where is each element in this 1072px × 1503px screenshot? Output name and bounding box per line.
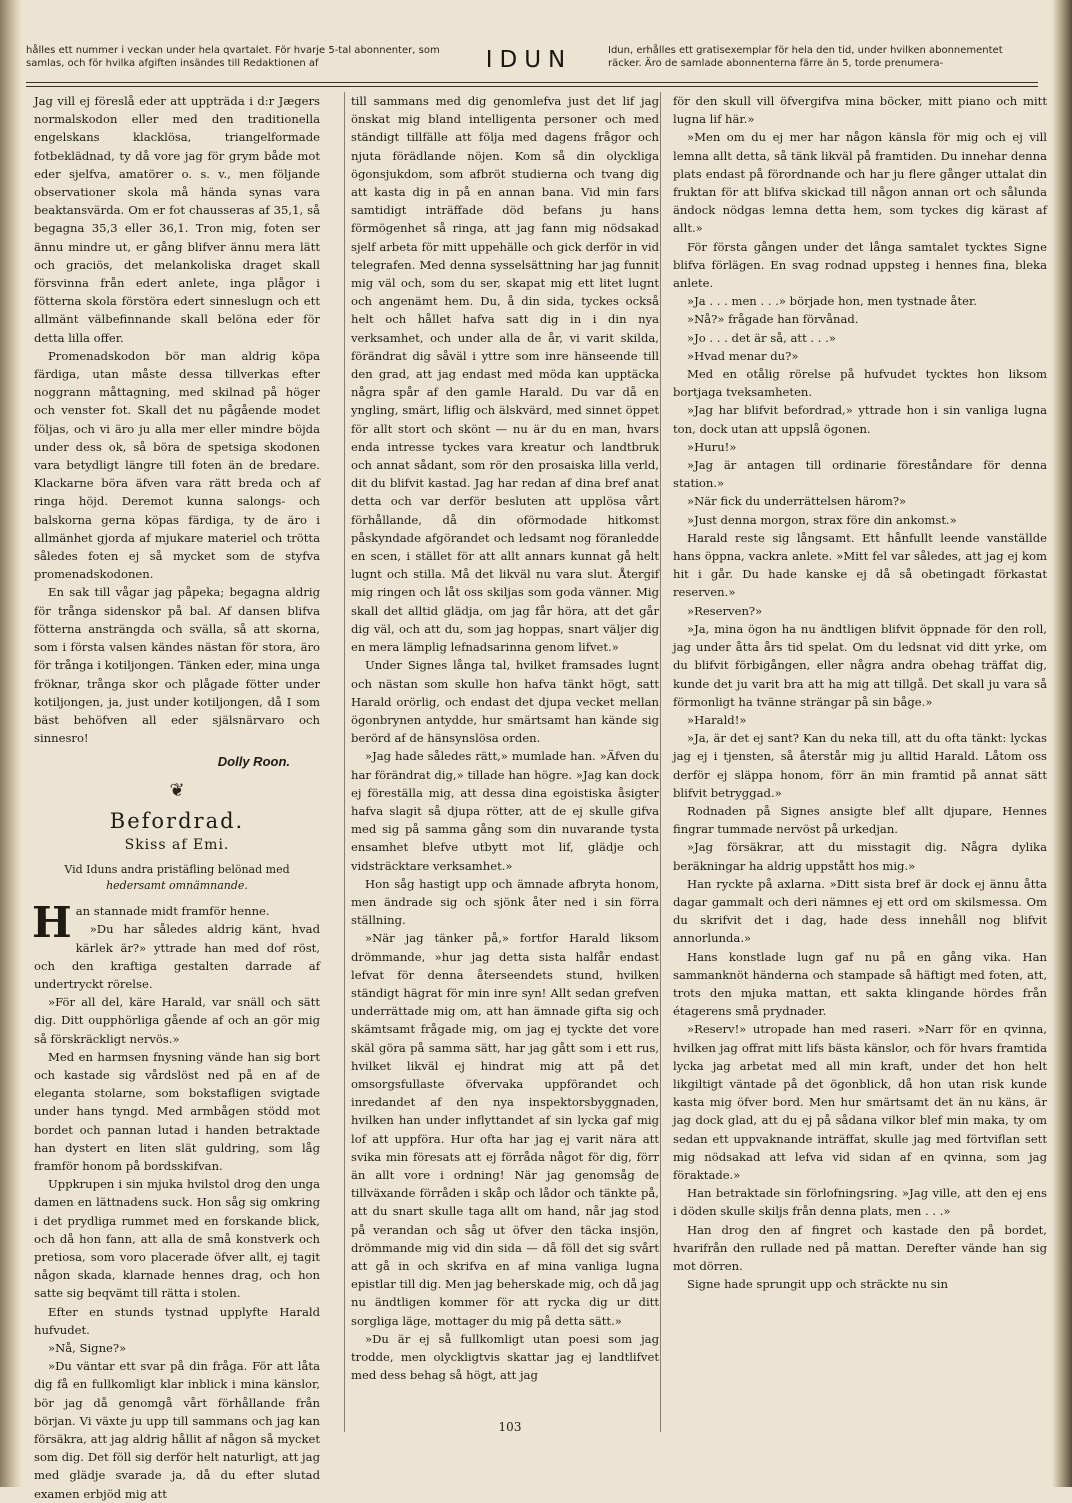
paragraph: En sak till vågar jag påpeka; begagna aldrig för trånga sidenskor på bal. Af dansen blifva fötterna ansträngda och svälla, så att skorna, som i första valsen kändes nästan för stora, äro för trånga i kotiljongen. Tänken eder, mina unga fröknar, trånga skor och plågade fötter under kotiljongen, ja, just under kotiljongen, då I som bäst behöfven all eder själsnärvaro och sinnesro! — [34, 585, 320, 746]
article-title: Befordrad. — [109, 808, 245, 833]
paragraph: till sammans med dig genomlefva just det lif jag önskat mig bland intelligenta personer och med ständigt tillfälle att följa med dagens frågor och njuta förädlande nöjen. Kom så din olyckliga ögonsjukdom, som afbröt studierna och tvang dig att kasta dig in på en annan bana. Vid min fars samtidigt inträffade död befans ju hans förmögenhet så ringa, att jag fann mig nödsakad sjelf arbeta för mitt uppehälle och gick derför in vid telegrafen. Med denna sysselsättning har jag funnit mig väl och, som du ser, skapat mig ett litet lugnt och angenämt hem. Du, å din sida, tyckes också helt och hållet hafva satt dig in i din nya verksamhet, och under alla de år, vi varit skilda, förändrat dig såväl i yttre som inre hänseende till den grad, att jag endast med möda kan upptäcka några spår af den gamle Harald. Du var då en yngling, smärt, liflig och älskvärd, med sinnet öppet för allt stort och skönt — nu är du en man, hvars enda intresse tyckes vara kreatur och landtbruk och annat sådant, som rör den prosaiska lilla verld, dit du blifvit kastad. Jag har redan af dina bref anat detta och var derför besluten att upplösa vårt förhållande, då din oförmodade hitkomst påskyndade afgörandet och ledsamt nog föranledde en scen, i stället för att allt annars kunnat gå helt lugnt och stilla. Må det likväl nu vara slut. Återgif mig ringen och låt oss skiljas som goda vänner. Mig skall det alltid glädja, om jag får höra, att det går dig väl, och att du, som jag hoppas, snart väljer dig en mera lämplig lefnadsarinna genom lifvet.» — [351, 94, 659, 655]
paragraph: »Jag har blifvit befordrad,» yttrade hon i sin vanliga lugna ton, dock utan att uppslå ögonen. — [673, 403, 1047, 436]
story-opening-text: an stannade midt framför henne. — [75, 904, 270, 919]
paragraph: »Du har således aldrig känt, hvad kärlek är?» yttrade han med dof röst, och den kraftiga gestalten darrade af undertryckt rörelse. — [34, 922, 320, 991]
book-spine-shadow — [0, 0, 22, 1487]
page-edge-shadow — [1052, 0, 1072, 1487]
paragraph: Signe hade sprungit upp och sträckte nu sin — [687, 1277, 948, 1292]
paragraph: Med en otålig rörelse på hufvudet tycktes hon liksom bortjaga tveksamheten. — [673, 367, 1047, 400]
paragraph: »Jag är antagen till ordinarie föreståndare för denna station.» — [673, 458, 1047, 491]
paragraph: »Nå, Signe?» — [48, 1341, 127, 1355]
paragraph: Med en harmsen fnysning vände han sig bort och kastade sig vårdslöst ned på en af de eleganta stolarne, som bokstafligen svigtade under hans tyngd. Med armbågen stödd mot bordet och pannan lutad i handen betraktade han dystert en liten slät guldring, som låg framför honom på bordsskifvan. — [34, 1049, 320, 1173]
paragraph: »Nå?» frågade han förvånad. — [687, 312, 859, 327]
paragraph: för den skull vill öfvergifva mina böcker, mitt piano och mitt lugna lif här.» — [673, 94, 1047, 127]
paragraph: »När fick du underrättelsen härom?» — [687, 494, 907, 509]
paragraph: »Ja, mina ögon ha nu ändtligen blifvit öppnade för den roll, jag under åtta års tid spelat. Om du ledsnat vid ditt yrke, om du blifvit förbigången, eller några andra obehag träffat dig, kunde det ju varit bra att ha mig att tillgå. Det skall ju vara så förmonligt ha tvänne strängar på sin båge.» — [673, 621, 1047, 709]
paragraph: »Men om du ej mer har någon känsla för mig och ej vill lemna allt detta, så tänk likväl på framtiden. Du innehar denna plats endast på förordnande och har ju flere gånger uttalat din fruktan för att blifva skickad till någon annan ort och sålunda ändock nödgas lemna detta hem, som tyckes dig kärast af allt.» — [673, 130, 1047, 236]
paragraph: »Harald!» — [687, 712, 747, 727]
paragraph: »Ja, är det ej sant? Kan du neka till, att du ofta tänkt: lyckas jag ej i tjensten, så återstår mig ju alltid Harald. Låtom oss derför ej släppa honom, förr än min framtid på annat sätt blifvit betryggad.» — [673, 731, 1047, 800]
paragraph: Hon såg hastigt upp och ämnade afbryta honom, men ändrade sig och sjönk åter ned i sin förra ställning. — [351, 876, 659, 928]
paragraph: »Just denna morgon, strax före din ankomst.» — [687, 512, 957, 527]
paragraph: »Du är ej så fullkomligt utan poesi som jag trodde, men olyckligtvis skattar jag ej landtlifvet med dess behag så högt, att jag — [351, 1331, 659, 1383]
paragraph: »Ja . . . men . . .» började hon, men tystnade åter. — [687, 294, 977, 309]
paragraph: »Huru!» — [687, 439, 737, 454]
story-opening — [32, 898, 320, 948]
paragraph: »Hvad menar du?» — [687, 348, 799, 363]
paragraph: Harald reste sig långsamt. Ett hånfullt leende vanställde hans öppna, vackra anlete. »Mitt fel var således, att jag ej kom hit i går. Du hade kanske ej då så obetingadt förkastat reserven.» — [673, 530, 1047, 600]
paragraph: »Reserven?» — [687, 603, 763, 618]
article-note-line-1: Vid Iduns andra pristäfling belönad med — [64, 863, 290, 877]
paragraph: »Jag försäkrar, att du misstagit dig. Några dylika beräkningar ha aldrig uppstått hos mig.» — [673, 840, 1047, 873]
masthead-left-text: hålles ett nummer i veckan under hela qvartalet. För hvarje 5-tal abonnenter, som samlas, och för hvilka afgiften insändes till Redaktionen af — [26, 45, 440, 69]
paragraph: »När jag tänker på,» fortfor Harald liksom drömmande, »hur jag detta sista halfår endast lefvat för denna återseendets stund, hvilken ständigt hägrat för min inre syn! Allt sedan grefven underrättade mig om, att han ämnade gifta sig och skämtsamt frågade mig, om jag ej tyckte det vore skäl göra på samma sätt, har jag gått som i ett rus, hvilket likväl ej hindrat mig att på det omsorgsfullaste öfvervaka uppförandet och inredandet af den nya inspektorsbyggnaden, hvilken han under inflyttandet af sin lycka gaf mig lof att uppföra. Hur ofta har jag ej varit nära att svika min föresats att ej förråda något för dig, förr än allt vore i ordning! När jag genomsåg de tillväxande förråden i skåp och lådor och tänkte på, att du snart skulle taga allt om hand, når jag stod på verandan och såg ut öfver den täcka insjön, drömmande mig vid din sida — då föll det sig svårt att gå in och skrifva en af mina vanliga lugna epistlar till dig. Men jag beherskade mig, och då jag nu ändtligen kommer för att rycka dig ur ditt sorgliga läge, mottager du mig på detta sätt.» — [351, 931, 659, 1328]
masthead-title: IDUN — [485, 47, 573, 73]
paragraph: Efter en stunds tystnad upplyfte Harald hufvudet. — [34, 1304, 320, 1337]
column-3 — [660, 92, 1047, 1432]
paragraph: Under Signes långa tal, hvilket framsades lugnt och nästan som skulle hon hafva tänkt högt, satt Harald orörlig, och endast det djupa vecket mellan ögonbrynen antydde, hur smärtsamt han kände sig berörd af de hänsynslösa orden. — [351, 658, 659, 746]
article-note — [34, 862, 320, 894]
paragraph: Jag vill ej föreslå eder att uppträda i d:r Jægers normalskodon eller med den traditionella engelskans klacklösa, triangelformade fotbeklädnad, ty då vore jag för grym både mot eder sjelfva, amatörer o. s. v., men följande observationer skola må hända synas vara beaktansvärda. Om er fot chausseras af 35,1, så begagna 35,3 eller 36,1. Tron mig, foten ser ännu mindre ut, er gång blifver ännu mera lätt och graciös, det melankoliska draget skall försvinna från edert anlete, inga plågor i fötterna skola förstöra edert sinneslugn och ett allmänt välbefinnande skall belöna eder för detta lilla offer. — [34, 94, 320, 345]
paragraph: »Du väntar ett svar på din fråga. För att låta dig få en fullkomligt klar inblick i mina känslor, bör jag då genomgå vårt förhållande från början. Vi växte ju upp till sammans och jag kan försäkra, att jag aldrig hållit af någon så mycket som dig. Det föll sig derför helt naturligt, att jag med glädje svarade ja, då du efter slutad examen erbjöd mig att — [34, 1359, 320, 1501]
paragraph: »Jo . . . det är så, att . . .» — [687, 330, 836, 345]
paragraph: Uppkrupen i sin mjuka hvilstol drog den unga damen en lättnadens suck. Hon såg sig omkring i det prydliga rummet med en forskande blick, och då hon fann, att alla de små konstverk och pretiosa, som voro placerade öfver allt, ej tagit någon skada, klarnade hennes drag, och hon satte sig beqvämt till rätta i stolen. — [34, 1177, 320, 1301]
dropcap: H — [32, 898, 72, 948]
page-number: 103 — [498, 1420, 522, 1434]
paragraph: Han ryckte på axlarna. »Ditt sista bref är dock ej ännu åtta dagar gammalt och deri nämnes ej ett ord om skilsmessa. Om du skrifvit det i dag, hade dess innehåll nog blifvit annorlunda.» — [673, 876, 1047, 946]
paragraph: »Reserv!» utropade han med raseri. »Narr för en qvinna, hvilken jag offrat mitt lifs bästa känslor, och för hvars framtida lycka jag arbetat med all min kraft, under det hon helt likgiltigt väntade på det ögonblick, då hon utan risk kunde kasta mig öfver bord. Men hur smärtsamt det än nu käns, är jag dock glad, att du ej på sådana vilkor blef min maka, ty om sedan ett uppvaknande inträffat, skulle jag med förtviflan sett mig nödsakad att lefva vid sidan af en qvinna, som jag föraktade.» — [673, 1022, 1047, 1182]
paragraph: »Jag hade således rätt,» mumlade han. »Äfven du har förändrat dig,» tillade han högre. »Jag kan dock ej föreställa mig, att dessa dina egoistiska åsigter hafva slagit så djupa rötter, att de ej skulle gifva med sig på samma gång som din nuvarande tysta ensamhet blefve utbytt mot lif, glädje och vidsträcktare verksamhet.» — [351, 749, 659, 873]
paragraph: Rodnaden på Signes ansigte blef allt djupare, Hennes fingrar tummade nervöst på urkedjan. — [673, 803, 1047, 837]
column-1 — [32, 92, 320, 1501]
paragraph: »För all del, käre Harald, var snäll och sätt dig. Ditt oupphörliga gående af och an gör mig så förskräckligt nervös.» — [34, 995, 320, 1046]
paragraph: Promenadskodon bör man aldrig köpa färdiga, utan måste dessa tillverkas efter noggrann måttagning, med skilnad på höger och venster fot. Skall det nu pågående modet följas, och vi äro ju alla mer eller mindre böjda under dess ok, så böra de spetsiga skodonen vara betydligt längre till foten än de bredare. Klackarne böra äfven vara rätt breda och af ringa höjd. Deremot kunna salongs- och balskorna gerna köpas färdiga, ty de äro i allmänhet gjorda af mjukare materiel och trötta således foten ej så mycket som de styfva promenadskodonen. — [34, 348, 320, 582]
masthead-right-text: Idun, erhålles ett gratisexemplar för hela den tid, under hvilken abonnementet räcker. Äro de samlade abonnenterna färre än 5, torde prenumera- — [608, 45, 1003, 69]
paragraph: Hans konstlade lugn gaf nu på en gång vika. Han sammanknöt händerna och stampade så häftigt med foten, att, trots den mjuka mattan, ett sakta klingande hördes från étagerens små prydnader. — [673, 949, 1047, 1019]
ornament-icon: ❦ — [169, 779, 185, 801]
paragraph: Han drog den af fingret och kastade den på bordet, hvarifrån den rullade ned på mattan. Derefter vände han sig mot dörren. — [673, 1222, 1047, 1273]
header-rule — [26, 82, 1038, 87]
masthead — [26, 44, 1038, 82]
paragraph: För första gången under det långa samtalet tycktes Signe blifva förlägen. En svag rodnad uppsteg i hennes fina, bleka anlete. — [673, 239, 1047, 291]
paragraph: Han betraktade sin förlofningsring. »Jag ville, att den ej ens i döden skulle skiljs från denna plats, men . . .» — [673, 1186, 1047, 1219]
signature: Dolly Roon. — [217, 754, 290, 770]
article-subtitle: Skiss af Emi. — [124, 836, 230, 853]
column-2 — [344, 92, 659, 1432]
article-note-line-2: hedersamt omnämnande. — [106, 879, 248, 893]
